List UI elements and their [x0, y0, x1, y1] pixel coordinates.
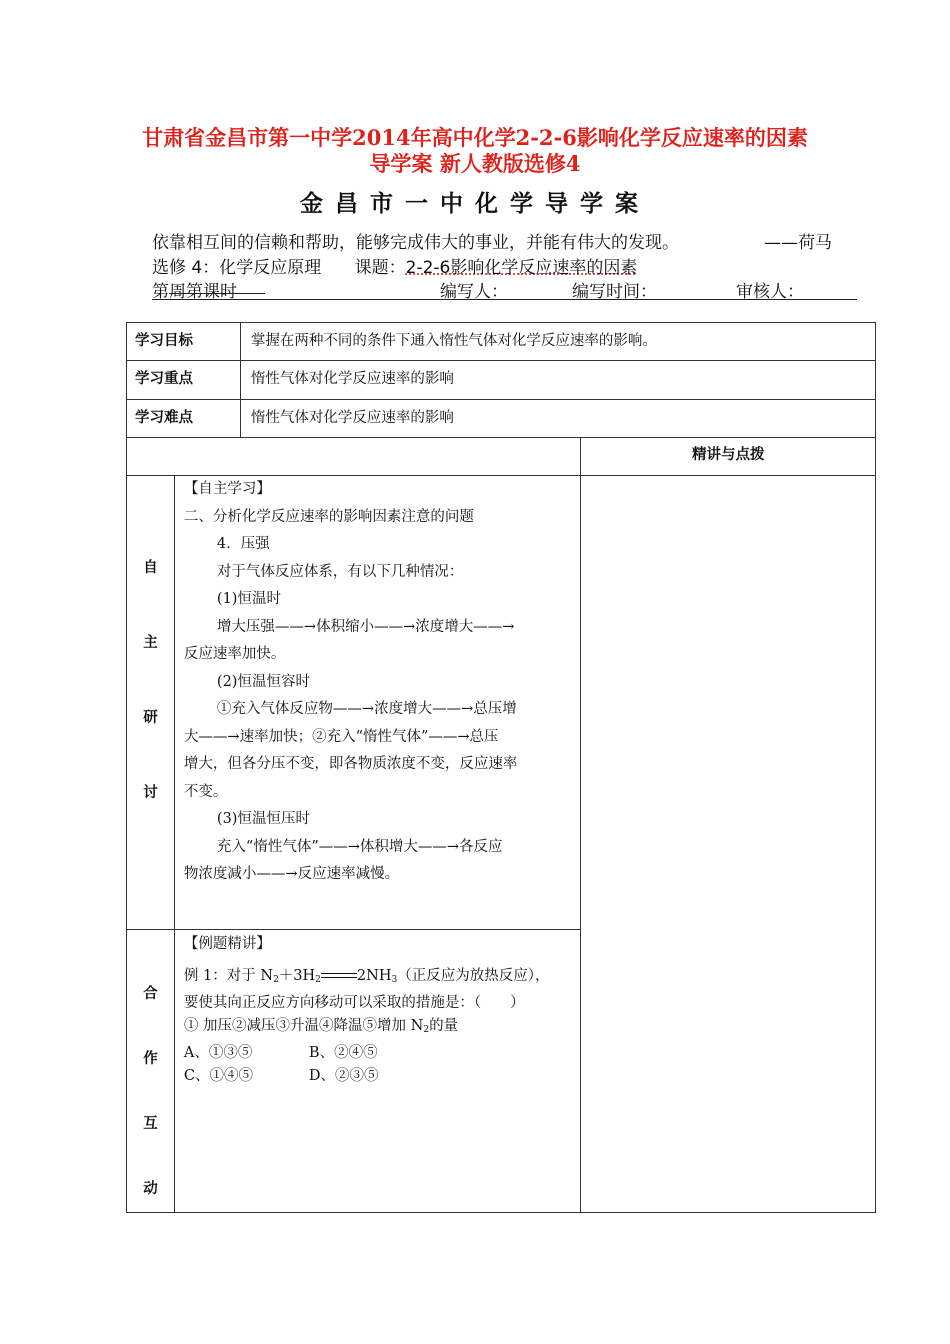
case3-text: 充入“惰性气体”——→体积增大——→各反应	[216, 838, 503, 855]
case2-text: ①充入气体反应物——→浓度增大——→总压增	[216, 701, 517, 717]
case2-text: 不变。	[183, 783, 228, 800]
side-char: 研	[143, 710, 158, 726]
case1-text: 反应速率加快。	[183, 646, 286, 662]
side-char: 合	[143, 986, 158, 1002]
motto-author: ——荷马	[764, 233, 832, 253]
lesson-table	[126, 322, 876, 1213]
option-c: C、①④⑤	[183, 1068, 254, 1084]
example-content	[174, 930, 581, 1213]
course-label: 选修 4：化学反应原理	[152, 258, 322, 278]
key-row	[127, 361, 876, 400]
side-char: 互	[143, 1116, 158, 1132]
writer-field: 编写人：	[440, 282, 508, 302]
case3-text: 物浓度减小——→反应速率减慢。	[183, 866, 400, 882]
equilibrium-arrow	[321, 971, 357, 981]
example-heading: 【例题精讲】	[183, 936, 271, 952]
option-b: B、②④⑤	[308, 1045, 378, 1061]
side-char: 讨	[143, 785, 158, 801]
document-title-line2: 导学案 新人教版选修4	[369, 151, 581, 176]
example-question-line2: 要使其向正反应方向移动可以采取的措施是：（ ）	[183, 995, 525, 1011]
course-line	[152, 253, 637, 278]
difficult-label: 学习难点	[127, 400, 241, 438]
coop-side-label	[127, 930, 175, 1213]
section-title: 二、分析化学反应速率的影响因素注意的问题	[183, 508, 474, 525]
key-label: 学习重点	[127, 361, 241, 400]
key-text: 惰性气体对化学反应速率的影响	[240, 361, 875, 400]
self-study-heading: 【自主学习】	[183, 481, 271, 497]
case1-title: (1)恒温时	[216, 591, 281, 607]
blank-header-cell	[127, 438, 581, 476]
goal-label: 学习目标	[127, 323, 241, 361]
document-title-line1: 甘肃省金昌市第一中学2014年高中化学2-2-6影响化学反应速率的因素	[142, 125, 808, 150]
side-char: 动	[143, 1181, 158, 1197]
example-choices: ① 加压②减压③升温④降温⑤增加 $N_2$的量	[183, 1018, 459, 1035]
difficult-row	[127, 400, 876, 438]
case2-text: 增大，但各分压不变，即各物质浓度不变，反应速率	[183, 756, 518, 772]
options-row	[184, 1065, 573, 1088]
self-study-content	[174, 476, 581, 930]
topic-label: 课题：	[354, 258, 406, 278]
difficult-text: 惰性气体对化学反应速率的影响	[240, 400, 875, 438]
item-title: 4．压强	[216, 536, 270, 552]
meta-line	[152, 277, 857, 300]
reviewer-field: 审核人：	[736, 282, 804, 302]
school-banner: 金昌市一中化学导学案	[300, 191, 650, 217]
self-study-side-label	[127, 476, 175, 930]
case3-title: (3)恒温恒压时	[216, 811, 310, 827]
side-char: 主	[143, 635, 158, 651]
option-a: A、①③⑤	[183, 1045, 253, 1061]
write-time-field: 编写时间：	[572, 282, 657, 302]
week-field: 第 周第 课时	[152, 277, 237, 302]
header-row	[127, 438, 876, 476]
goal-text: 掌握在两种不同的条件下通入惰性气体对化学反应速率的影响。	[240, 323, 875, 361]
notes-header: 精讲与点拨	[581, 438, 876, 476]
self-study-row	[127, 476, 876, 930]
side-char: 作	[143, 1051, 158, 1067]
goal-row	[127, 323, 876, 361]
option-d: D、②③⑤	[308, 1068, 379, 1084]
intro-text: 对于气体反应体系，有以下几种情况：	[216, 563, 464, 580]
motto-line	[152, 228, 852, 253]
case2-text: 大——→速率加快；②充入“惰性气体”——→总压	[183, 728, 499, 745]
case2-title: (2)恒温恒容时	[216, 673, 310, 690]
motto-text: 依靠相互间的信赖和帮助，能够完成伟大的事业，并能有伟大的发现。	[152, 233, 679, 253]
case1-text: 增大压强——→体积缩小——→浓度增大——→	[216, 618, 515, 635]
notes-cell	[581, 476, 876, 1213]
side-char: 自	[143, 560, 158, 576]
options-row	[184, 1042, 573, 1065]
example-question: 例 1：对于 $N_2+3H_2$ $2NH_3$（正反应为放热反应），	[183, 968, 550, 985]
topic-value: 2-2-6影响化学反应速率的因素	[405, 258, 638, 278]
